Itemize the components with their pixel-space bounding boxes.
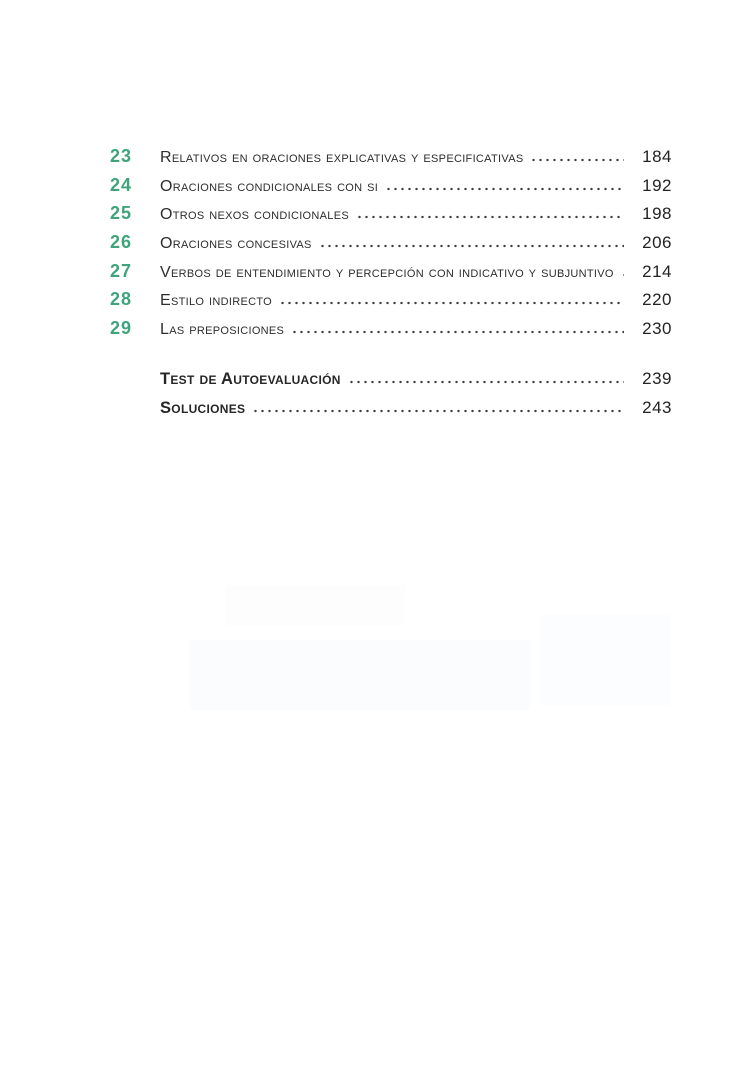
page-number: 184: [642, 147, 672, 166]
chapter-number: 27: [110, 260, 133, 281]
toc-entry: [110, 261, 672, 290]
page-number: 230: [642, 319, 672, 339]
toc-entry: [110, 175, 672, 204]
chapter-title: Oraciones concesivas: [160, 235, 312, 253]
page-number: 198: [642, 204, 672, 224]
section-title: Soluciones: [160, 398, 246, 417]
scan-artifact: [190, 640, 530, 710]
chapter-title: Las preposiciones: [160, 321, 285, 339]
section-title: Test de Autoevaluación: [160, 369, 341, 388]
dot-leader: [291, 330, 624, 334]
page-number: 220: [642, 290, 672, 310]
toc-extra-entry: [110, 369, 672, 398]
chapter-title: Otros nexos condicionales: [160, 206, 349, 224]
dot-leader: [279, 301, 624, 305]
toc-extras-section: [110, 369, 672, 426]
toc-entry: [110, 203, 672, 232]
toc-entry: [110, 318, 672, 347]
chapter-title: Relativos en oraciones explicativas y especificativas: [160, 149, 524, 166]
chapter-number: 29: [110, 318, 133, 339]
chapter-number: 23: [110, 146, 133, 166]
table-of-contents: [110, 146, 672, 426]
toc-extra-entry: [110, 398, 672, 427]
dot-leader: [621, 273, 624, 277]
dot-leader: [356, 215, 624, 219]
page-number: 214: [642, 261, 672, 281]
chapter-title: Verbos de entendimiento y percepción con indicativo y subjuntivo: [160, 263, 614, 281]
toc-entry: [110, 146, 672, 175]
chapter-number: 24: [110, 174, 133, 195]
page-number: 192: [642, 175, 672, 195]
page-number: 243: [642, 397, 672, 417]
chapter-number: 25: [110, 203, 133, 224]
scan-artifact: [225, 585, 405, 625]
chapter-title: Estilo indirecto: [160, 292, 273, 310]
chapter-number: 28: [110, 289, 133, 310]
page-number: 239: [642, 368, 672, 388]
toc-entry: [110, 232, 672, 261]
dot-leader: [252, 409, 624, 413]
toc-entry: [110, 289, 672, 318]
page-number: 206: [642, 233, 672, 253]
dot-leader: [319, 244, 624, 248]
chapter-title: Oraciones condicionales con si: [160, 177, 379, 195]
dot-leader: [530, 158, 624, 162]
dot-leader: [348, 380, 624, 384]
scan-artifact: [540, 615, 670, 705]
dot-leader: [385, 187, 624, 191]
chapter-number: 26: [110, 232, 133, 253]
